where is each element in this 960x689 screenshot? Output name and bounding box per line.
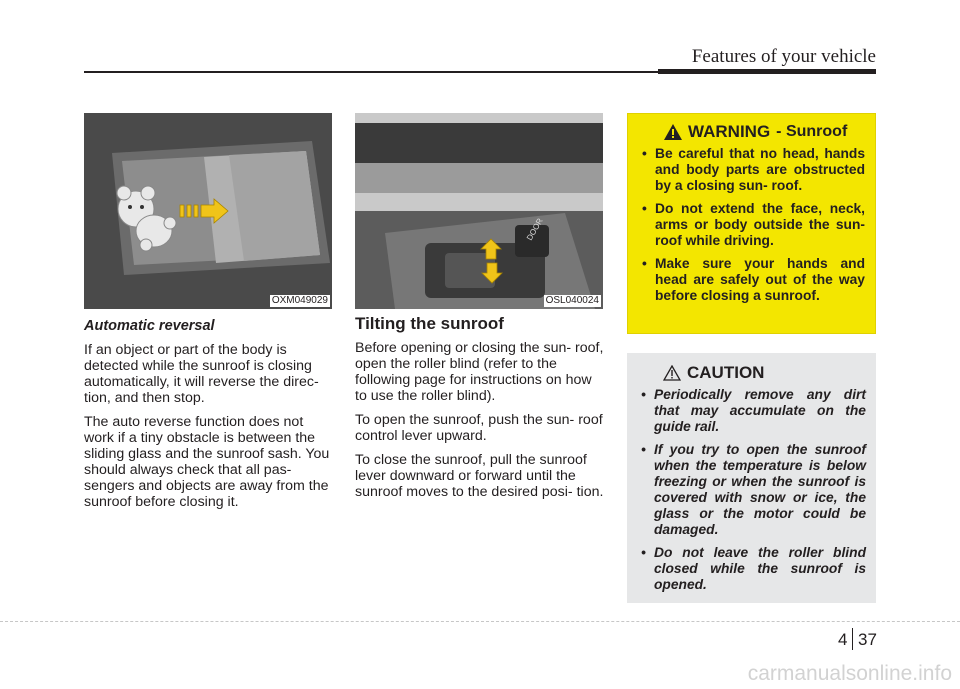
sunroof-tilt-lever-drawing (355, 113, 603, 309)
sunroof-auto-reverse-drawing (84, 113, 332, 309)
warning-box (627, 113, 876, 334)
header-rule-accent (658, 69, 876, 74)
caution-box (627, 353, 876, 603)
auto-reversal-paragraph: The auto reverse function does not work if a tiny obstacle is between the sliding glass and the sunroof sash. You should always check that all pas- sengers and objects are away from the sunroof before closing it. (84, 414, 330, 510)
tilting-sunroof-paragraph: To open the sunroof, push the sun- roof control lever upward. (355, 412, 603, 444)
auto-reversal-heading: Automatic reversal (84, 318, 215, 334)
page-number: 37 (858, 630, 877, 649)
auto-reversal-section (84, 318, 333, 518)
page-header-title: Features of your vehicle (691, 46, 876, 67)
warning-item: • Do not extend the face, neck, arms or body outside the sun- roof while driving. (640, 201, 865, 249)
tilting-sunroof-paragraph: Before opening or closing the sun- roof, open the roller blind (refer to the following page for instructions on how to use the roller blind). (355, 340, 604, 404)
caution-item: • If you try to open the sunroof when the temperature is below freezing or when the sunroof is covered with snow or ice, the glass or the motor could be damaged. (639, 442, 866, 538)
tilting-sunroof-section (355, 316, 604, 508)
caution-title (663, 363, 866, 383)
page-number-divider (852, 628, 853, 650)
tilting-sunroof-paragraph: To close the sunroof, pull the sunroof lever downward or forward until the sunroof moves to the desired posi- tion. (355, 452, 604, 500)
footer-dashed-divider (0, 621, 960, 622)
caution-item: • Periodically remove any dirt that may accumulate on the guide rail. (639, 387, 866, 435)
caution-triangle-icon (663, 365, 681, 381)
sunroof-auto-reverse-illustration (84, 113, 332, 309)
site-watermark: carmanualsonline.info (747, 662, 952, 685)
warning-triangle-icon (664, 124, 682, 140)
warning-title-text: WARNING (688, 122, 771, 141)
sunroof-tilt-lever-illustration (355, 113, 603, 309)
warning-subtitle: - Sunroof (776, 123, 848, 140)
caution-item: • Do not leave the roller blind closed while the sunroof is opened. (639, 545, 866, 593)
auto-reversal-paragraph: If an object or part of the body is detected while the sunroof is closing automatically, it will reverse the direc- tion, and then stop. (84, 342, 319, 406)
chapter-number: 4 (838, 630, 848, 649)
tilting-sunroof-heading: Tilting the sunroof (355, 314, 504, 333)
warning-title (664, 122, 865, 142)
figure-label: OXM049029 (271, 295, 328, 306)
caution-title-text: CAUTION (687, 363, 765, 382)
warning-item: • Make sure your hands and head are safely out of the way before closing a sunroof. (640, 256, 865, 304)
figure-label: OSL040024 (545, 295, 599, 306)
warning-item: • Be careful that no head, hands and body parts are obstructed by a closing sun- roof. (640, 146, 865, 194)
door-button-label: DOOR (524, 216, 545, 242)
